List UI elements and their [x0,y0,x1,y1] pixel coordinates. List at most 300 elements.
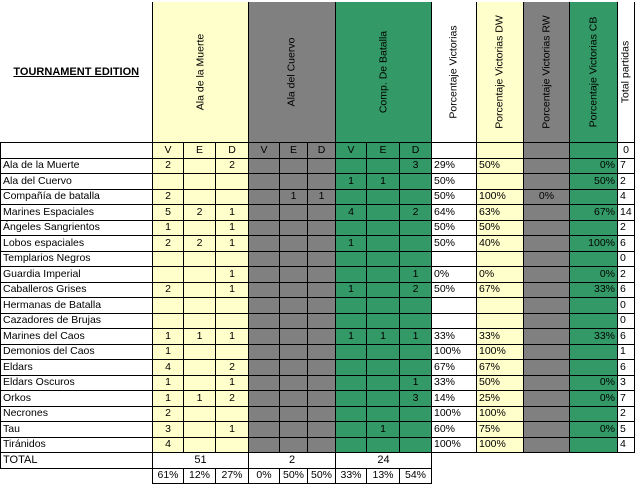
subheader-d: D [400,143,432,159]
cell-pct-victorias: 50% [432,189,477,205]
cell-ala-cuervo-d [308,251,336,267]
cell-ala-cuervo-v [249,298,280,314]
header-pct-cb: Porcentaje Victorias CB [570,2,618,143]
cell-comp-batalla-d: 2 [400,282,432,298]
percent-blank [570,468,618,484]
row-faction-name: Ángeles Sangrientos [1,220,153,236]
cell-ala-muerte-v [153,174,184,190]
cell-ala-muerte-v: 1 [153,220,184,236]
cell-comp-batalla-d [400,220,432,236]
cell-pct-cb: 100% [570,236,618,252]
table-row [1,189,635,205]
cell-ala-muerte-v: 4 [153,437,184,453]
cell-pct-cb [570,251,618,267]
cell-pct-cb [570,406,618,422]
cell-ala-muerte-e: 2 [184,205,216,221]
header-pct-dw: Porcentaje Victorias DW [477,2,524,143]
cell-comp-batalla-v [336,406,367,422]
cell-ala-muerte-d [216,174,249,190]
cell-ala-cuervo-v [249,313,280,329]
row-faction-name: Demonios del Caos [1,344,153,360]
cell-comp-batalla-v: 1 [336,174,367,190]
header-comp-batalla: Comp. De Batalla [336,2,432,143]
cell-comp-batalla-e [367,298,400,314]
subheader-blank [1,143,153,159]
cell-pct-rw [524,406,570,422]
totals-row [1,453,635,469]
cell-pct-cb [570,360,618,376]
cell-pct-dw: 0% [477,267,524,283]
cell-pct-cb [570,220,618,236]
cell-comp-batalla-d [400,437,432,453]
cell-ala-muerte-d: 1 [216,205,249,221]
cell-ala-cuervo-d [308,406,336,422]
cell-comp-batalla-e: 1 [367,329,400,345]
cell-pct-victorias: 100% [432,406,477,422]
cell-pct-rw [524,220,570,236]
row-faction-name: Compañía de batalla [1,189,153,205]
cell-comp-batalla-d: 3 [400,158,432,174]
cell-ala-muerte-v: 1 [153,344,184,360]
cell-pct-dw [477,174,524,190]
table-row [1,422,635,438]
cell-ala-cuervo-e [280,205,308,221]
cell-comp-batalla-e: 1 [367,174,400,190]
cell-ala-cuervo-d [308,329,336,345]
cell-ala-muerte-e: 1 [184,391,216,407]
percent-cell: 50% [308,468,336,484]
cell-pct-dw: 50% [477,375,524,391]
totals-blank [432,453,477,469]
cell-pct-cb: 0% [570,267,618,283]
totals-blank [570,453,618,469]
cell-pct-victorias: 0% [432,267,477,283]
cell-pct-dw: 100% [477,406,524,422]
cell-ala-cuervo-e [280,267,308,283]
cell-pct-rw [524,282,570,298]
cell-total-partidas: 6 [618,236,635,252]
header-ala-muerte: Ala de la Muerte [153,2,249,143]
cell-pct-rw [524,313,570,329]
table-row [1,437,635,453]
cell-ala-cuervo-d [308,313,336,329]
subheader-e: E [280,143,308,159]
cell-ala-muerte-d: 1 [216,267,249,283]
cell-pct-victorias: 33% [432,375,477,391]
row-faction-name: Templarios Negros [1,251,153,267]
cell-ala-muerte-v: 1 [153,329,184,345]
cell-ala-muerte-v [153,298,184,314]
cell-pct-dw: 25% [477,391,524,407]
subheader-d: D [308,143,336,159]
table-row [1,282,635,298]
cell-total-partidas: 2 [618,174,635,190]
cell-ala-muerte-e [184,298,216,314]
cell-pct-dw [477,313,524,329]
row-faction-name: Ala de la Muerte [1,158,153,174]
cell-ala-cuervo-e [280,158,308,174]
subheader-blank [524,143,570,159]
row-faction-name: Lobos espaciales [1,236,153,252]
cell-ala-muerte-d [216,298,249,314]
table-row [1,236,635,252]
cell-ala-cuervo-v [249,360,280,376]
cell-ala-muerte-e [184,282,216,298]
cell-pct-victorias: 50% [432,236,477,252]
percent-cell: 33% [336,468,367,484]
percent-cell: 12% [184,468,216,484]
row-faction-name: Eldars [1,360,153,376]
cell-pct-victorias [432,313,477,329]
table-row [1,267,635,283]
cell-ala-cuervo-d [308,282,336,298]
percent-cell: 61% [153,468,184,484]
cell-comp-batalla-e: 1 [367,422,400,438]
header-ala-cuervo: Ala del Cuervo [249,2,336,143]
cell-pct-victorias [432,251,477,267]
cell-ala-cuervo-e [280,344,308,360]
cell-comp-batalla-d [400,251,432,267]
cell-ala-muerte-d [216,437,249,453]
table-row [1,205,635,221]
cell-ala-muerte-d: 2 [216,158,249,174]
table-row [1,375,635,391]
cell-comp-batalla-v [336,267,367,283]
cell-total-partidas: 14 [618,205,635,221]
row-faction-name: Hermanas de Batalla [1,298,153,314]
cell-total-partidas: 2 [618,267,635,283]
cell-ala-cuervo-v [249,344,280,360]
cell-pct-cb [570,313,618,329]
cell-ala-cuervo-d [308,158,336,174]
cell-ala-cuervo-d [308,174,336,190]
cell-ala-muerte-d: 1 [216,236,249,252]
table-row [1,158,635,174]
cell-pct-dw: 50% [477,158,524,174]
cell-comp-batalla-d: 3 [400,391,432,407]
cell-pct-rw [524,205,570,221]
cell-ala-muerte-e [184,406,216,422]
cell-ala-cuervo-v [249,406,280,422]
cell-ala-cuervo-d [308,422,336,438]
cell-pct-cb: 0% [570,391,618,407]
header-total-partidas: Total partidas [618,2,635,143]
cell-comp-batalla-e [367,375,400,391]
cell-pct-rw [524,174,570,190]
cell-ala-cuervo-v [249,391,280,407]
cell-ala-muerte-v: 2 [153,236,184,252]
cell-total-partidas: 1 [618,344,635,360]
cell-ala-muerte-v [153,251,184,267]
cell-pct-rw [524,391,570,407]
cell-pct-cb [570,437,618,453]
cell-ala-muerte-e [184,189,216,205]
cell-ala-cuervo-d [308,344,336,360]
cell-pct-victorias: 100% [432,344,477,360]
cell-pct-rw [524,329,570,345]
cell-total-partidas: 7 [618,391,635,407]
cell-comp-batalla-d: 1 [400,375,432,391]
cell-ala-muerte-e [184,158,216,174]
cell-pct-rw [524,267,570,283]
cell-ala-muerte-d [216,313,249,329]
cell-ala-cuervo-v [249,174,280,190]
row-faction-name: Marines Espaciales [1,205,153,221]
cell-ala-muerte-e [184,344,216,360]
subheader-e: E [367,143,400,159]
cell-pct-rw [524,236,570,252]
cell-ala-muerte-e [184,220,216,236]
percent-blank [432,468,477,484]
cell-ala-cuervo-e [280,298,308,314]
cell-total-partidas: 7 [618,158,635,174]
cell-ala-cuervo-v [249,375,280,391]
cell-comp-batalla-v [336,344,367,360]
cell-comp-batalla-e [367,406,400,422]
totals-blank [524,453,570,469]
cell-ala-cuervo-d [308,391,336,407]
table-row [1,391,635,407]
cell-comp-batalla-e [367,205,400,221]
table-row [1,174,635,190]
cell-pct-rw [524,422,570,438]
cell-ala-cuervo-v [249,189,280,205]
cell-comp-batalla-d [400,406,432,422]
cell-comp-batalla-d [400,422,432,438]
subheader-blank [570,143,618,159]
cell-pct-rw [524,344,570,360]
cell-ala-cuervo-e [280,313,308,329]
cell-comp-batalla-v: 1 [336,282,367,298]
cell-pct-victorias: 50% [432,174,477,190]
cell-comp-batalla-d [400,174,432,190]
cell-ala-muerte-e: 1 [184,329,216,345]
cell-comp-batalla-e [367,251,400,267]
cell-pct-rw [524,360,570,376]
cell-comp-batalla-e [367,344,400,360]
cell-comp-batalla-e [367,220,400,236]
cell-ala-muerte-v: 4 [153,360,184,376]
percent-blank [618,468,635,484]
cell-comp-batalla-v [336,391,367,407]
cell-comp-batalla-v [336,313,367,329]
cell-comp-batalla-e [367,158,400,174]
tournament-title: TOURNAMENT EDITION [13,65,140,78]
cell-total-partidas: 2 [618,406,635,422]
cell-pct-victorias: 14% [432,391,477,407]
cell-ala-cuervo-v [249,267,280,283]
cell-pct-dw: 75% [477,422,524,438]
cell-comp-batalla-e [367,313,400,329]
cell-ala-cuervo-d [308,437,336,453]
percent-cell: 0% [249,468,280,484]
row-faction-name: Marines del Caos [1,329,153,345]
cell-ala-cuervo-e [280,375,308,391]
cell-ala-muerte-d [216,189,249,205]
cell-ala-muerte-v: 1 [153,391,184,407]
cell-total-partidas: 6 [618,329,635,345]
cell-comp-batalla-d [400,344,432,360]
subheader-v: V [153,143,184,159]
cell-comp-batalla-e [367,437,400,453]
header-row [1,2,635,143]
subheader-total: 0 [618,143,635,159]
percent-cell: 54% [400,468,432,484]
cell-ala-muerte-v: 2 [153,406,184,422]
cell-pct-dw: 100% [477,189,524,205]
cell-comp-batalla-v [336,189,367,205]
cell-ala-muerte-d: 1 [216,375,249,391]
cell-pct-cb: 0% [570,158,618,174]
cell-ala-muerte-e [184,422,216,438]
table-row [1,329,635,345]
cell-comp-batalla-v [336,251,367,267]
cell-ala-muerte-e [184,267,216,283]
cell-comp-batalla-v [336,360,367,376]
subheader-row [1,143,635,159]
cell-pct-rw [524,158,570,174]
subheader-v: V [336,143,367,159]
subheader-e: E [184,143,216,159]
totals-blank [477,453,524,469]
cell-total-partidas: 5 [618,422,635,438]
cell-ala-muerte-v: 2 [153,158,184,174]
cell-comp-batalla-d [400,236,432,252]
cell-total-partidas: 0 [618,313,635,329]
cell-comp-batalla-d [400,298,432,314]
cell-comp-batalla-v [336,375,367,391]
cell-comp-batalla-e [367,282,400,298]
header-pct-victorias: Porcentaje Victorias [432,2,477,143]
cell-pct-cb: 67% [570,205,618,221]
cell-ala-muerte-e: 2 [184,236,216,252]
cell-ala-cuervo-d [308,205,336,221]
header-pct-rw: Porcentaje Victorias RW [524,2,570,143]
totals-blank [618,453,635,469]
cell-pct-cb: 0% [570,422,618,438]
cell-comp-batalla-e [367,236,400,252]
subheader-blank [477,143,524,159]
cell-ala-cuervo-v [249,236,280,252]
cell-pct-victorias: 100% [432,437,477,453]
cell-comp-batalla-e [367,267,400,283]
cell-pct-rw [524,375,570,391]
subheader-blank [432,143,477,159]
cell-comp-batalla-v: 1 [336,236,367,252]
cell-ala-muerte-d: 1 [216,329,249,345]
cell-ala-cuervo-e [280,360,308,376]
cell-comp-batalla-d: 2 [400,205,432,221]
table-row [1,313,635,329]
cell-ala-cuervo-e [280,422,308,438]
cell-ala-muerte-v: 2 [153,282,184,298]
cell-pct-rw [524,251,570,267]
cell-ala-cuervo-v [249,282,280,298]
cell-ala-muerte-d: 2 [216,391,249,407]
cell-comp-batalla-d [400,360,432,376]
cell-total-partidas: 0 [618,298,635,314]
cell-ala-cuervo-e [280,437,308,453]
cell-ala-muerte-v: 5 [153,205,184,221]
cell-pct-victorias: 64% [432,205,477,221]
totals-comp-batalla: 24 [336,453,432,469]
cell-ala-muerte-v [153,313,184,329]
cell-pct-victorias: 50% [432,220,477,236]
cell-pct-victorias: 33% [432,329,477,345]
cell-pct-victorias: 29% [432,158,477,174]
cell-ala-muerte-v: 2 [153,189,184,205]
cell-ala-cuervo-e [280,174,308,190]
row-faction-name: Caballeros Grises [1,282,153,298]
cell-ala-cuervo-v [249,220,280,236]
row-faction-name: Tau [1,422,153,438]
cell-ala-cuervo-e [280,282,308,298]
cell-ala-muerte-d: 2 [216,360,249,376]
cell-ala-muerte-d: 1 [216,422,249,438]
cell-comp-batalla-d [400,313,432,329]
cell-pct-dw: 67% [477,360,524,376]
cell-comp-batalla-v [336,220,367,236]
cell-pct-victorias [432,298,477,314]
cell-pct-cb [570,298,618,314]
table-row [1,406,635,422]
row-faction-name: Ala del Cuervo [1,174,153,190]
cell-ala-muerte-v [153,267,184,283]
cell-ala-cuervo-e [280,220,308,236]
cell-ala-muerte-e [184,174,216,190]
cell-ala-muerte-d [216,251,249,267]
percent-row [1,468,635,484]
percent-blank [524,468,570,484]
cell-pct-dw: 40% [477,236,524,252]
cell-pct-cb [570,189,618,205]
cell-total-partidas: 3 [618,375,635,391]
cell-ala-muerte-e [184,437,216,453]
cell-pct-cb: 0% [570,375,618,391]
cell-ala-cuervo-e [280,251,308,267]
cell-ala-cuervo-e [280,391,308,407]
row-faction-name: Cazadores de Brujas [1,313,153,329]
table-row [1,298,635,314]
percent-cell: 13% [367,468,400,484]
cell-comp-batalla-d: 1 [400,329,432,345]
table-row [1,344,635,360]
cell-pct-rw: 0% [524,189,570,205]
cell-pct-victorias: 67% [432,360,477,376]
cell-total-partidas: 6 [618,282,635,298]
cell-pct-cb: 33% [570,329,618,345]
cell-pct-dw [477,298,524,314]
cell-pct-victorias: 50% [432,282,477,298]
cell-ala-cuervo-e: 1 [280,189,308,205]
cell-ala-cuervo-d [308,375,336,391]
cell-comp-batalla-v: 4 [336,205,367,221]
cell-ala-cuervo-d: 1 [308,189,336,205]
cell-pct-rw [524,437,570,453]
cell-ala-cuervo-v [249,329,280,345]
percent-blank [1,468,153,484]
cell-ala-cuervo-e [280,329,308,345]
cell-ala-cuervo-v [249,158,280,174]
cell-total-partidas: 6 [618,360,635,376]
cell-comp-batalla-v: 1 [336,329,367,345]
cell-ala-muerte-e [184,360,216,376]
cell-pct-dw [477,251,524,267]
cell-ala-cuervo-e [280,406,308,422]
percent-cell: 50% [280,468,308,484]
subheader-d: D [216,143,249,159]
cell-pct-dw: 100% [477,344,524,360]
